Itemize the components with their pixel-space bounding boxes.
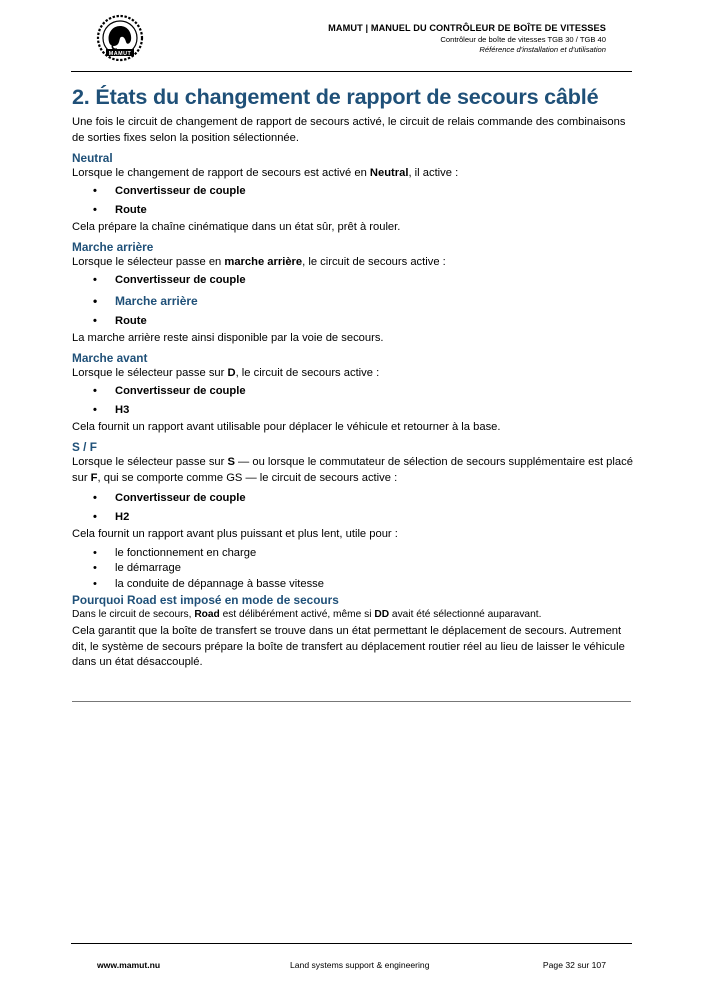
list-item: • Convertisseur de couple [72,489,634,508]
list-item: • Convertisseur de couple [72,382,634,401]
sf-lead: Lorsque le sélecteur passe sur S — ou lorsque le commutateur de sélection de secours supplémentaire est placé sur F, qui se comporte comme GS — le circuit de secours active : [72,456,633,484]
list-item: • Marche arrière [72,290,634,312]
footer-tagline: Land systems support & engineering [290,960,430,970]
list-item: • Convertisseur de couple [72,271,634,290]
section-intro: Une fois le circuit de changement de rapport de secours activé, le circuit de relais commande des combinaisons de sorties fixes selon la position sélectionnée. [72,116,626,144]
subheading-forward: Marche avant [72,351,148,365]
subheading-sf: S / F [72,440,97,454]
header-reference: Référence d'installation et d'utilisation [479,45,606,54]
header-title: MAMUT | MANUEL DU CONTRÔLEUR DE BOÎTE DE VITESSES [328,23,606,33]
sf-result: Cela fournit un rapport avant plus puissant et plus lent, utile pour : [72,528,398,540]
list-item: • Route [72,201,634,220]
forward-list [72,382,634,420]
forward-result: Cela fournit un rapport avant utilisable pour déplacer le véhicule et retourner à la base. [72,420,501,433]
list-item: • le démarrage [72,561,634,577]
header-rule [71,71,632,72]
neutral-list [72,182,634,220]
neutral-lead: Lorsque le changement de rapport de secours est activé en Neutral, il active : [72,167,459,179]
list-item: • la conduite de dépannage à basse vitesse [72,577,634,593]
page-header [328,22,606,55]
footer-rule [71,943,632,944]
subheading-road: Pourquoi Road est imposé en mode de secours [72,593,339,607]
subheading-neutral: Neutral [72,151,113,165]
section-end-rule [72,701,631,702]
list-item: • H2 [72,508,634,527]
list-item: • le fonctionnement en charge [72,546,634,562]
forward-lead: Lorsque le sélecteur passe sur D, le circuit de secours active : [72,367,380,379]
list-item: • H3 [72,401,634,420]
reverse-list [72,271,634,331]
document-body [72,82,634,671]
header-subtitle: Contrôleur de boîte de vitesses TGB 30 / TGB 40 [440,35,606,44]
subheading-reverse: Marche arrière [72,240,154,254]
road-note: Dans le circuit de secours, Road est délibérément activé, même si DD avait été sélectionné auparavant. [72,609,542,620]
reverse-result: La marche arrière reste ainsi disponible par la voie de secours. [72,331,384,344]
road-body: Cela garantit que la boîte de transfert se trouve dans un état permettant le déplacement de secours. Autrement dit, le système de secours prépare la boîte de transfert au déplacement routier réel au lieu de laisser le véhicule dans un état désaccouplé. [72,625,625,668]
list-item: • Convertisseur de couple [72,182,634,201]
logo-wordmark: MAMUT [108,50,132,57]
neutral-result: Cela prépare la chaîne cinématique dans un état sûr, prêt à rouler. [72,220,401,233]
sf-list [72,489,634,527]
mamut-logo [95,14,145,62]
footer-page-number: Page 32 sur 107 [542,960,606,970]
footer-website: www.mamut.nu [97,960,161,970]
list-item: • Route [72,312,634,331]
sf-uses-list [72,546,634,593]
reverse-lead: Lorsque le sélecteur passe en marche arrière, le circuit de secours active : [72,256,446,268]
section-title: 2. États du changement de rapport de secours câblé [72,84,599,109]
